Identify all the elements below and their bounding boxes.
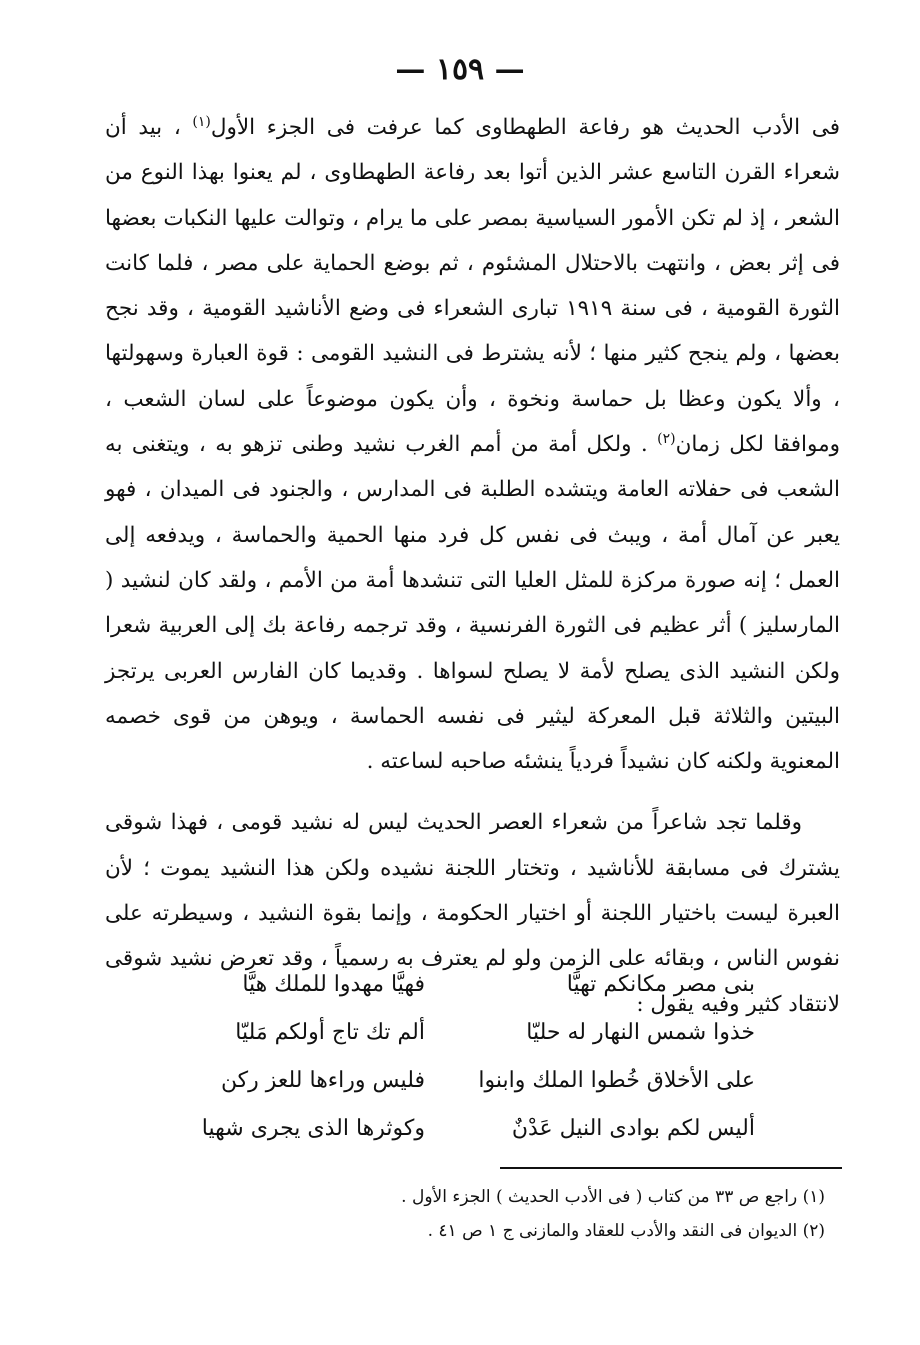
footnote-marker-1: (١) bbox=[192, 113, 211, 130]
poem-verse bbox=[125, 963, 755, 1011]
main-text bbox=[105, 105, 840, 1027]
page-number: — ١٥٩ — bbox=[395, 52, 525, 87]
verse-first-half: خذوا شمس النهار له حليّا bbox=[526, 1020, 755, 1045]
poem-verse bbox=[125, 1107, 755, 1155]
footnote-2: (٢) الديوان فى النقد والأدب للعقاد والمازنى ج ١ ص ٤١ . bbox=[427, 1221, 825, 1241]
verse-first-half: بنى مصر مكانكم تهيَّا bbox=[566, 972, 755, 997]
verse-second-half: وكوثرها الذى يجرى شهيا bbox=[201, 1116, 425, 1141]
paragraph-1-part-2: ، بيد أن شعراء القرن التاسع عشر الذين أتوا بعد رفاعة الطهطاوى ، لم يعنوا بهذا النوع من الشعر ، إذ لم تكن الأمور السياسية بمصر على ما يرام ، وتوالت عليها النكبات بعضها فى إثر بعض ، وانتهت بالاحتلال المشئوم ، ثم بوضع الحماية على مصر ، فلما كانت الثورة القومية ، فى سنة ١٩١٩ تبارى الشعراء فى وضع الأناشيد القومية ، وقد نجح بعضها ، ولم ينجح كثير منها ؛ لأنه يشترط فى النشيد القومى : قوة العبارة وسهولتها ، وألا يكون وعظا بل حماسة ونخوة ، وأن يكون موضوعاً على لسان الشعب ، وموافقا لكل زمان bbox=[105, 115, 840, 458]
paragraph-1-part-1: فى الأدب الحديث هو رفاعة الطهطاوى كما عرفت فى الجزء الأول bbox=[210, 115, 840, 140]
footnote-marker-2: (٢) bbox=[657, 430, 676, 447]
verse-second-half: فهيَّا مهدوا للملك هيَّا bbox=[242, 972, 425, 997]
verse-second-half: فليس وراءها للعز ركن bbox=[220, 1068, 425, 1093]
poem bbox=[125, 963, 755, 1155]
poem-verse bbox=[125, 1059, 755, 1107]
verse-first-half: على الأخلاق خُطوا الملك وابنوا bbox=[478, 1068, 755, 1093]
poem-verse bbox=[125, 1011, 755, 1059]
paragraph-1 bbox=[105, 105, 840, 784]
footnote-1: (١) راجع ص ٣٣ من كتاب ( فى الأدب الحديث ) الجزء الأول . bbox=[401, 1187, 825, 1207]
paragraph-1-part-3: . ولكل أمة من أمم الغرب نشيد وطنى تزهو به ، ويتغنى به الشعب فى حفلاته العامة ويتشده الطلبة فى المدارس ، والجنود فى الميدان ، فهو يعبر عن آمال أمة ، ويبث فى نفس كل فرد منها الحمية والحماسة ، ويدفعه إلى العمل ؛ إنه صورة مركزة للمثل العليا التى تنشدها أمة من الأمم ، ولقد كان لنشيد ( المارسليز ) أثر عظيم فى الثورة الفرنسية ، وقد ترجمه رفاعة بك إلى العربية شعرا ولكن النشيد الذى يصلح لأمة لا يصلح لسواها . وقديما كان الفارس العربى يرتجز البيتين والثلاثة قبل المعركة ليثير فى نفسه الحماسة ، ويوهن من قوى خصمه المعنوية ولكنه كان نشيداً فردياً ينشئه صاحبه لساعته . bbox=[105, 432, 840, 775]
footnote-divider bbox=[500, 1167, 842, 1169]
verse-first-half: أليس لكم بوادى النيل عَدْنٌ bbox=[511, 1116, 755, 1141]
verse-second-half: ألم تك تاج أولكم مَليّا bbox=[235, 1020, 425, 1045]
paragraph-2: وقلما تجد شاعراً من شعراء العصر الحديث ليس له نشيد قومى ، فهذا شوقى يشترك فى مسابقة للأناشيد ، وتختار اللجنة نشيده ولكن هذا النشيد يموت ؛ لأن العبرة ليست باختيار اللجنة أو اختيار الحكومة ، وإنما بقوة النشيد ، وسيطرته على نفوس الناس ، وبقائه على الزمن ولو لم يعترف به رسمياً ، وقد تعرض نشيد شوقى لانتقاد كثير وفيه يقول : bbox=[105, 810, 840, 1017]
footnotes bbox=[125, 1180, 825, 1248]
